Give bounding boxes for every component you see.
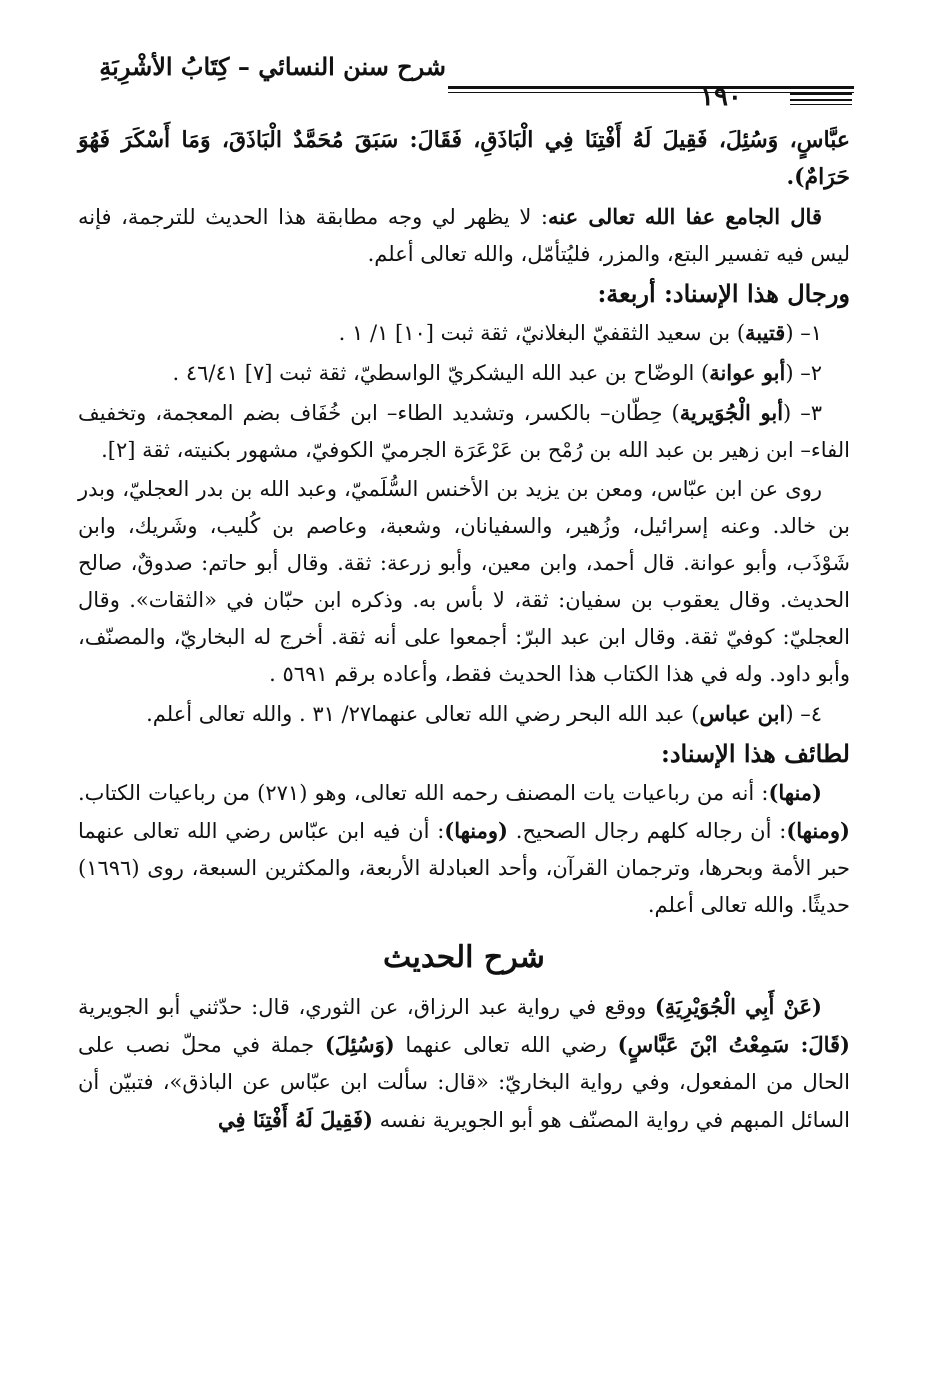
narrator-1 bbox=[78, 314, 850, 352]
narrator-1-name: قتيبة bbox=[745, 320, 786, 345]
hadith-text: عبَّاسٍ، وَسُئِلَ، فَقِيلَ لَهُ أَفْتِنَا فِي الْبَاذَقِ، فَقَالَ: سَبَقَ مُحَمَّدٌ الْبَاذَقَ، وَمَا أَسْكَرَ فَهُوَ حَرَامٌ). bbox=[78, 127, 850, 190]
sharh-text bbox=[78, 988, 850, 1139]
sharh-heading: شرح الحديث bbox=[383, 940, 545, 975]
narrator-4-number: ٤– ( bbox=[785, 702, 822, 726]
header-rule-right-1 bbox=[790, 92, 852, 95]
header-rule-right-3 bbox=[790, 104, 852, 105]
header-rule-top bbox=[448, 86, 854, 89]
sharh-quote-2: (قَالَ: سَمِعْتُ ابْنَ عَبَّاسٍ) bbox=[617, 1032, 850, 1057]
narrator-3-number: ٣– ( bbox=[783, 401, 822, 425]
narrator-4-text: ) عبد الله البحر رضي الله تعالى عنهما٢٧/ ٣١ . والله تعالى أعلم. bbox=[146, 702, 700, 726]
lataif-text bbox=[78, 774, 850, 924]
narrator-2-name: أبو عوانة bbox=[709, 360, 786, 385]
lataif-text-1: : أنه من رباعيات يات المصنف رحمه الله تعالى، وهو (٢٧١) من رباعيات الكتاب. bbox=[78, 781, 769, 805]
narrator-1-number: ١– ( bbox=[785, 321, 822, 345]
sharh-text-2: رضي الله تعالى عنهما bbox=[394, 1033, 618, 1057]
lataif-text-3: : أن فيه ابن عبّاس رضي الله تعالى عنهما حبر الأمة وبحرها، وترجمان القرآن، وأحد العبادلة الأربعة، والمكثرين السبعة، روى (١٦٩٦) حديثًا. والله تعالى أعلم. bbox=[78, 819, 850, 917]
page-number: ١٩٠ bbox=[700, 82, 742, 112]
lataif-marker-2: (ومنها) bbox=[786, 818, 850, 843]
sharh-text-1: ووقع في رواية عبد الرزاق، عن الثوري، قال: حدّثني أبو الجويرية bbox=[78, 995, 655, 1019]
sharh-quote-1: (عَنْ أَبِي الْجُوَيْرِيَةِ) bbox=[654, 994, 822, 1019]
lataif-marker-1: (منها) bbox=[768, 780, 822, 805]
narrator-3-bio: روى عن ابن عبّاس، ومعن بن يزيد بن الأخنس السُّلَميّ، وعبد الله بن بدر العجليّ، وبدر بن خالد. وعنه إسرائيل، وزُهير، والسفيانان، وشعبة، وعاصم بن كُليب، وشَريك، وابن شَوْذَب، وأبو عوانة. قال أحمد، وابن معين، وأبو زرعة: ثقة. وقال أبو حاتم: صدوقٌ، صالح الحديث. وقال يعقوب بن سفيان: ثقة، لا بأس به. وذكره ابن حبّان في «الثقات». وقال العجليّ: كوفيّ ثقة. وقال ابن عبد البرّ: أجمعوا على أنه ثقة. أخرج له البخاريّ، والمصنّف، وأبو داود. وله في هذا الكتاب هذا الحديث فقط، وأعاده برقم ٥٦٩١ . bbox=[78, 477, 850, 686]
rijal-heading: ورجال هذا الإسناد: أربعة: bbox=[597, 279, 850, 308]
narrator-3 bbox=[78, 394, 850, 469]
jami-note bbox=[78, 198, 850, 273]
narrator-2-text: ) الوضّاح بن عبد الله اليشكريّ الواسطيّ، ثقة ثبت [٧] ٤٦/٤١ . bbox=[172, 361, 710, 385]
jami-label: قال الجامع عفا الله تعالى عنه bbox=[548, 204, 822, 229]
narrator-3-text: ) حِطّان– بالكسر، وتشديد الطاء– ابن خُفَاف بضم المعجمة، وتخفيف الفاء– ابن زهير بن عبد الله بن رُمْح بن عَرْعَرَة الجرميّ الكوفيّ، مشهور بكنيته، ثقة [٢]. bbox=[78, 401, 850, 462]
sharh-quote-4: (فَقِيلَ لَهُ أَفْتِنَا فِي bbox=[218, 1107, 373, 1132]
lataif-marker-3: (ومنها) bbox=[444, 818, 508, 843]
narrator-4 bbox=[78, 695, 850, 733]
sharh-text-3: جملة في محلّ نصب على الحال من المفعول، وفي رواية البخاريّ: «قال: سألت ابن عبّاس عن الباذق»، فتبيّن أن السائل المبهم في رواية المصنّف هو أبو الجويرية نفسه bbox=[78, 1033, 850, 1132]
header-rule-right-2 bbox=[790, 99, 852, 101]
narrator-1-text: ) بن سعيد الثقفيّ البغلانيّ، ثقة ثبت [١٠] ١/ ١ . bbox=[338, 321, 746, 345]
lataif-text-2: : أن رجاله كلهم رجال الصحيح. bbox=[507, 819, 787, 843]
narrator-2-number: ٢– ( bbox=[785, 361, 822, 385]
narrator-2 bbox=[78, 354, 850, 392]
narrator-4-name: ابن عباس bbox=[699, 701, 786, 726]
narrator-3-name: أبو الْجُوَيرية bbox=[679, 400, 784, 425]
running-title: شرح سنن النسائي – كِتَابُ الأشْرِبَةِ bbox=[99, 52, 446, 81]
page-body bbox=[78, 122, 850, 1141]
sharh-quote-3: (وَسُئِلَ) bbox=[324, 1032, 395, 1057]
lataif-heading: لطائف هذا الإسناد: bbox=[660, 739, 850, 768]
jami-text: : لا يظهر لي وجه مطابقة هذا الحديث للترجمة، فإنه ليس فيه تفسير البتع، والمزر، فليُتأمّل، والله تعالى أعلم. bbox=[78, 205, 850, 266]
